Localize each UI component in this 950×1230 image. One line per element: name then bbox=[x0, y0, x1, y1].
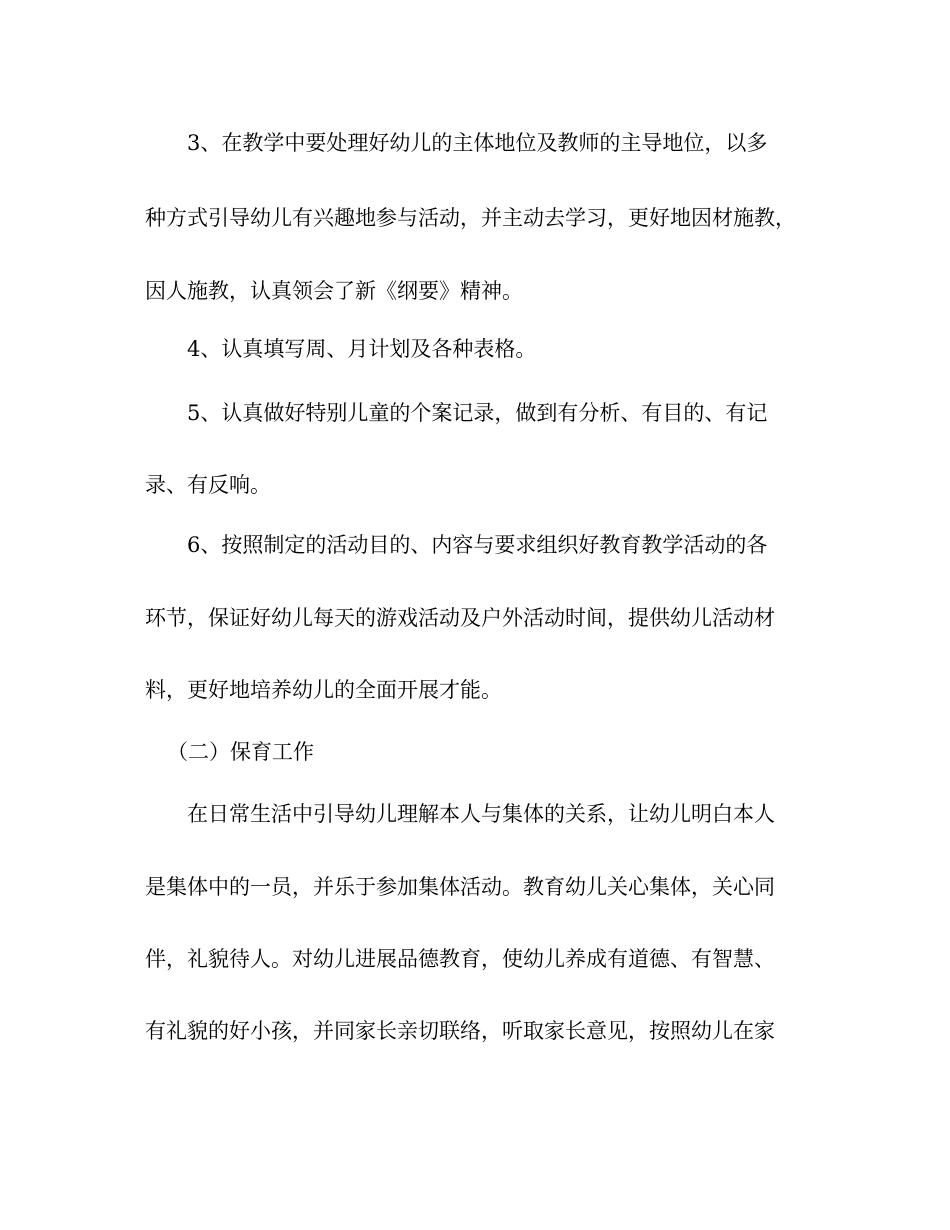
paragraph-line: 有礼貌的好小孩，并同家长亲切联络，听取家长意见，按照幼儿在家 bbox=[145, 1019, 775, 1043]
paragraph-line: 环节，保证好幼儿每天的游戏活动及户外活动时间，提供幼儿活动材 bbox=[145, 606, 775, 630]
paragraph-line: 因人施教，认真领会了新《纲要》精神。 bbox=[145, 279, 523, 303]
paragraph-line: 是集体中的一员，并乐于参加集体活动。教育幼儿关心集体，关心同 bbox=[145, 875, 775, 899]
paragraph-line: 种方式引导幼儿有兴趣地参与活动，并主动去学习，更好地因材施教， bbox=[145, 206, 796, 230]
section-heading: （二）保育工作 bbox=[167, 740, 314, 764]
paragraph-line: 5、认真做好特别儿童的个案记录，做到有分析、有目的、有记 bbox=[187, 401, 768, 425]
paragraph-line: 6、按照制定的活动目的、内容与要求组织好教育教学活动的各 bbox=[187, 533, 768, 557]
paragraph-line: 料，更好地培养幼儿的全面开展才能。 bbox=[145, 678, 502, 702]
paragraph-line: 3、在教学中要处理好幼儿的主体地位及教师的主导地位，以多 bbox=[187, 131, 768, 155]
paragraph-line: 伴，礼貌待人。对幼儿进展品德教育，使幼儿养成有道德、有智慧、 bbox=[145, 947, 775, 971]
paragraph-line: 在日常生活中引导幼儿理解本人与集体的关系，让幼儿明白本人 bbox=[187, 802, 775, 826]
paragraph-line: 4、认真填写周、月计划及各种表格。 bbox=[187, 337, 537, 361]
paragraph-line: 录、有反响。 bbox=[145, 473, 271, 497]
